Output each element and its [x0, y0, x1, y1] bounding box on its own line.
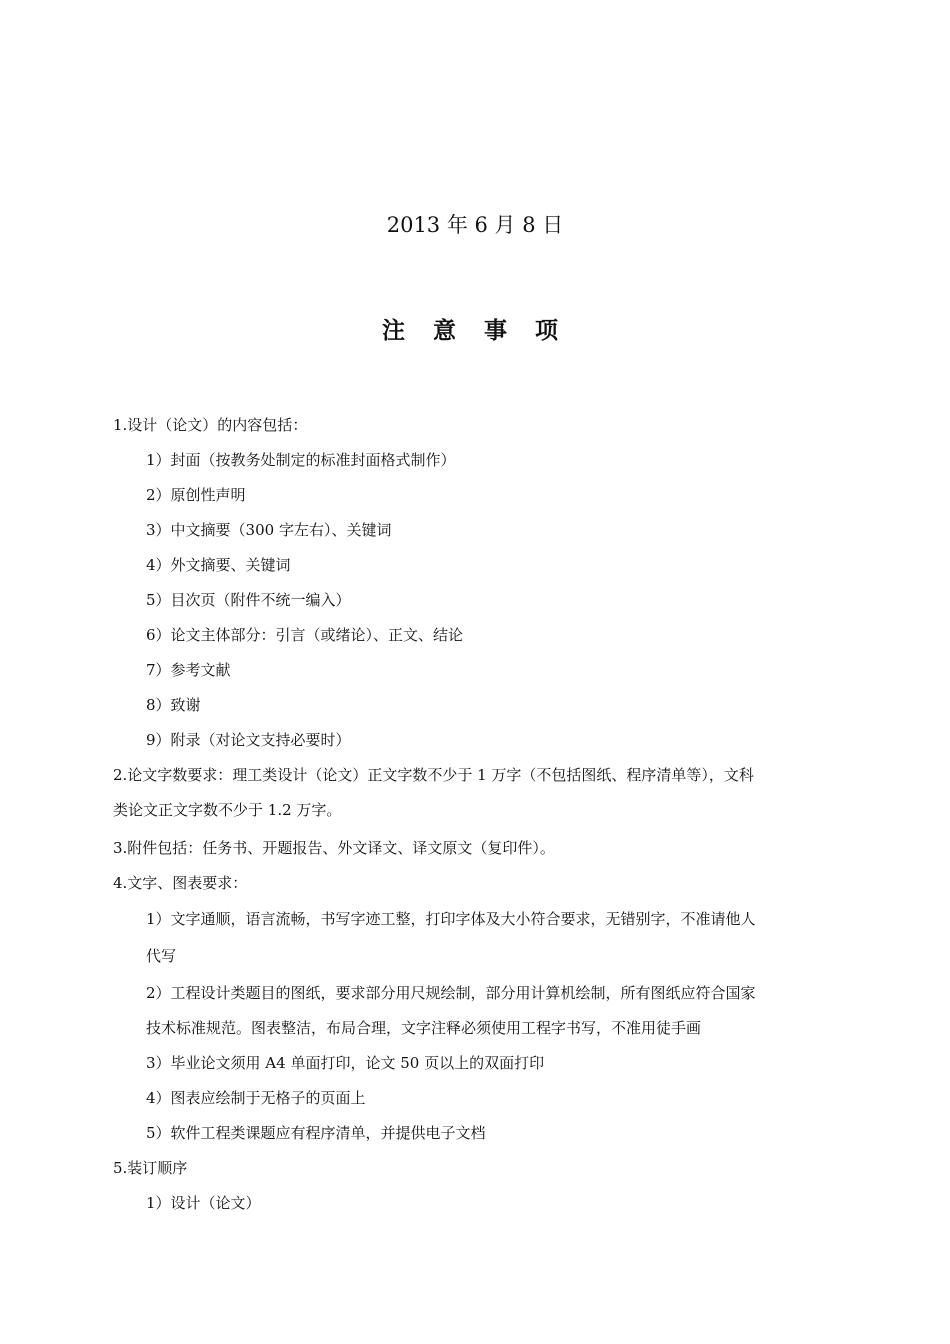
- list-item-continuation: 代写: [146, 947, 177, 965]
- section-heading: 3.附件包括：任务书、开题报告、外文译文、译文原文（复印件）。: [113, 839, 555, 857]
- list-item: 5）软件工程类课题应有程序清单，并提供电子文档: [146, 1124, 486, 1142]
- list-item: 4）外文摘要、关键词: [146, 556, 291, 574]
- list-item-continuation: 技术标准规范。图表整洁，布局合理，文字注释必须使用工程字书写，不准用徒手画: [146, 1019, 702, 1037]
- section-heading: 2.论文字数要求：理工类设计（论文）正文字数不少于 1 万字（不包括图纸、程序清单等），文科: [113, 766, 754, 784]
- list-item: 1）封面（按教务处制定的标准封面格式制作）: [146, 451, 456, 469]
- list-item: 9）附录（对论文支持必要时）: [146, 731, 351, 749]
- list-item: 4）图表应绘制于无格子的页面上: [146, 1089, 366, 1107]
- list-item: 1）文字通顺，语言流畅，书写字迹工整，打印字体及大小符合要求，无错别字，不准请他人: [146, 910, 756, 928]
- list-item: 2）原创性声明: [146, 486, 246, 504]
- paragraph-continuation: 类论文正文字数不少于 1.2 万字。: [113, 801, 342, 819]
- document-date: 2013 年 6 月 8 日: [386, 213, 564, 237]
- section-heading: 1.设计（论文）的内容包括：: [113, 416, 308, 434]
- list-item: 5）目次页（附件不统一编入）: [146, 591, 351, 609]
- section-heading: 5.装订顺序: [113, 1159, 188, 1177]
- list-item: 3）毕业论文须用 A4 单面打印，论文 50 页以上的双面打印: [146, 1054, 545, 1072]
- list-item: 1）设计（论文）: [146, 1194, 261, 1212]
- list-item: 7）参考文献: [146, 661, 231, 679]
- list-item: 8）致谢: [146, 696, 201, 714]
- section-heading: 4.文字、图表要求：: [113, 874, 248, 892]
- list-item: 2）工程设计类题目的图纸，要求部分用尺规绘制，部分用计算机绘制，所有图纸应符合国家: [146, 984, 756, 1002]
- list-item: 3）中文摘要（300 字左右）、关键词: [146, 521, 392, 539]
- list-item: 6）论文主体部分：引言（或绪论）、正文、结论: [146, 626, 464, 644]
- page-title: 注 意 事 项: [381, 318, 569, 344]
